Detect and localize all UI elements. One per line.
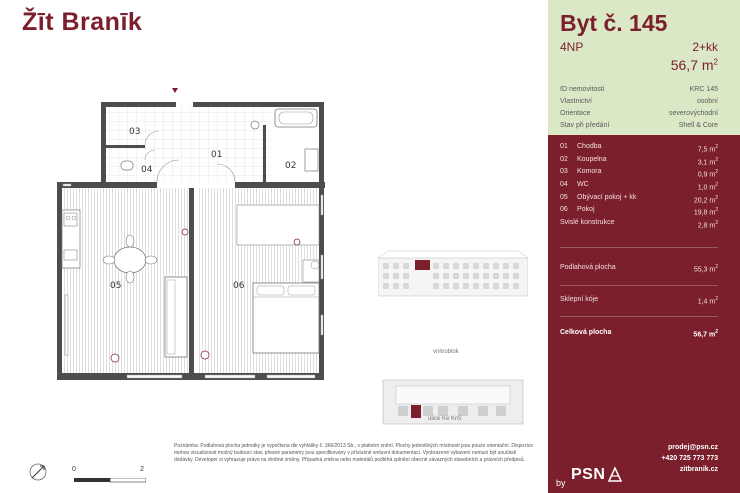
psn-mark-icon bbox=[608, 466, 622, 482]
room-label-02: 02 bbox=[285, 161, 297, 171]
summary-panel bbox=[548, 0, 740, 135]
info-row: Orientace severovýchodní bbox=[560, 110, 718, 117]
divider bbox=[560, 316, 718, 317]
total-row: Celková plocha 56,7 $m^2$ bbox=[560, 329, 718, 339]
room-row: 01 Chodba 7,5 $m^2$ bbox=[560, 143, 718, 154]
washing-machine bbox=[305, 149, 318, 171]
building-elevation bbox=[378, 248, 528, 298]
room-row: 03 Komora 0,9 $m^2$ bbox=[560, 168, 718, 179]
bed bbox=[253, 283, 319, 353]
bathtub bbox=[275, 109, 317, 127]
layout-type: 2+kk bbox=[692, 40, 718, 54]
rooms-panel bbox=[548, 135, 740, 493]
unit-highlight-site bbox=[411, 405, 421, 418]
entrance-arrow bbox=[172, 88, 178, 93]
divider bbox=[560, 247, 718, 248]
psn-logo: PSN bbox=[571, 466, 606, 483]
floor-level: 4NP bbox=[560, 40, 584, 54]
courtyard-label: vnitroblok bbox=[433, 349, 459, 355]
room-label-06: 06 bbox=[233, 281, 245, 291]
contact-info bbox=[661, 442, 718, 475]
sofa bbox=[165, 277, 187, 357]
compass-icon bbox=[28, 462, 48, 482]
wardrobe bbox=[237, 205, 319, 245]
info-table bbox=[560, 84, 718, 132]
room-label-04: 04 bbox=[141, 165, 153, 175]
room-row: 04 WC 1,0 $m^2$ bbox=[560, 181, 718, 192]
room-list bbox=[560, 141, 718, 230]
scale-max: 2 bbox=[140, 466, 144, 473]
kitchen-counter bbox=[62, 210, 80, 268]
room-row: 05 Obývací pokoj + kk 20,2 $m^2$ bbox=[560, 193, 718, 205]
vertical-structures-row: Svislé konstrukce 2,8 $m^2$ bbox=[560, 219, 718, 230]
web-link[interactable]: zitbranik.cz bbox=[679, 466, 718, 473]
scale-bar bbox=[74, 478, 146, 484]
room-row: 02 Koupelna 3,1 $m^2$ bbox=[560, 155, 718, 167]
brand-logo: Žīt Branīk bbox=[22, 8, 143, 36]
room-01-fill bbox=[101, 107, 271, 182]
street-label: ulice Ke Krči bbox=[428, 416, 462, 422]
info-row: Vlastnictví osobní bbox=[560, 98, 718, 105]
disclaimer-note: Poznámka: Podlahová plocha jednotky je vypočtena dle vyhlášky č. 366/2013 Sb., v platném znění. Plochy jednotlivých místností jsou pouze orientační. Dispozice mohou vizualizovat možný budoucí stav, přesné parametry jsou specifikovány v příslušné smluvní dokumentaci. Vyobrazené vybavení nemusí být součástí dodávky. Developer si vyhrazuje právo na drobné změny. Případná změna nebo materiálů podléhá splnění obecně závazných stavebních a právních předpisů. bbox=[174, 443, 534, 463]
by-label: by bbox=[556, 478, 566, 488]
wc-bowl bbox=[121, 161, 133, 170]
info-row: Stav při předání Shell & Core bbox=[560, 122, 718, 129]
info-row: ID nemovitosti KRC 145 bbox=[560, 86, 718, 93]
phone-link[interactable]: +420 725 773 773 bbox=[661, 455, 718, 462]
divider bbox=[560, 285, 718, 286]
room-label-03: 03 bbox=[129, 127, 141, 137]
dining-table bbox=[114, 247, 146, 273]
total-area: 56,7 $m^2$ bbox=[670, 57, 718, 73]
email-link[interactable]: prodej@psn.cz bbox=[668, 444, 718, 451]
apartment-title: Byt č. 145 bbox=[560, 10, 668, 36]
room-label-01: 01 bbox=[211, 150, 223, 160]
floor-plan bbox=[55, 85, 335, 381]
unit-highlight-elevation bbox=[415, 260, 430, 270]
room-row: 06 Pokoj 19,8 $m^2$ bbox=[560, 206, 718, 217]
floor-area-row: Podlahová plocha 55,3 $m^2$ bbox=[560, 264, 718, 274]
cellar-row: Sklepní kóje 1,4 $m^2$ bbox=[560, 296, 718, 306]
sink-basin bbox=[251, 121, 259, 129]
scale-min: 0 bbox=[72, 466, 76, 473]
room-label-05: 05 bbox=[110, 281, 122, 291]
